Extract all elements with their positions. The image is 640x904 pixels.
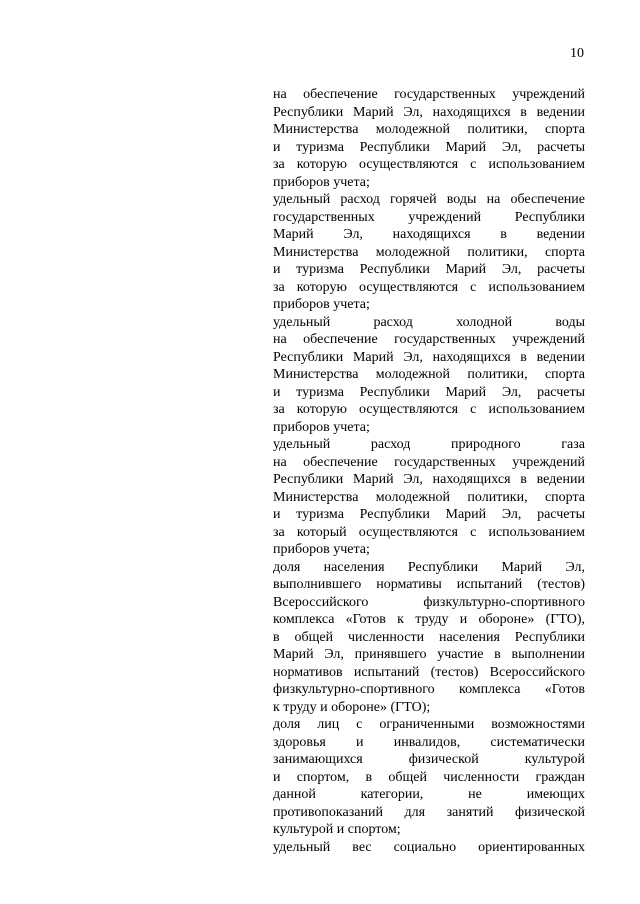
text-line: Марий Эл, находящихся в ведении — [273, 227, 585, 242]
text-line: Министерства молодежной политики, спорта — [273, 367, 585, 382]
text-line: приборов учета; — [273, 542, 370, 557]
text-line: Марий Эл, принявшего участие в выполнении — [273, 647, 585, 662]
text-line: Республики Марий Эл, находящихся в ведении — [273, 104, 585, 120]
text-line: выполнившего нормативы испытаний (тестов) — [273, 577, 585, 592]
text-line: здоровья и инвалидов, систематически — [273, 734, 585, 750]
text-line: нормативов испытаний (тестов) Всероссийского — [273, 664, 585, 680]
text-line: Республики Марий Эл, находящихся в ведении — [273, 472, 585, 487]
text-line: комплекса «Готов к труду и обороне» (ГТО), — [273, 612, 585, 627]
text-line: физкультурно-спортивного комплекса «Готов — [273, 682, 585, 697]
text-line: Министерства молодежной политики, спорта — [273, 244, 585, 260]
text-line: Республики Марий Эл, находящихся в ведении — [273, 349, 585, 365]
text-line: за которую осуществляются с использованием — [273, 157, 585, 172]
text-line: приборов учета; — [273, 297, 370, 312]
paragraph — [273, 716, 585, 839]
paragraph — [273, 839, 585, 857]
paragraph — [273, 436, 585, 559]
text-line: и туризма Республики Марий Эл, расчеты — [273, 384, 585, 400]
paragraph — [273, 191, 585, 314]
document-body — [273, 86, 585, 856]
text-line: доля лиц с ограниченными возможностями — [273, 717, 585, 732]
text-line: доля населения Республики Марий Эл, — [273, 559, 585, 575]
text-line: и туризма Республики Марий Эл, расчеты — [273, 139, 585, 155]
text-line: удельный вес социально ориентированных — [273, 839, 585, 855]
text-line: культурой и спортом; — [273, 822, 401, 837]
text-line: за который осуществляются с использованием — [273, 524, 585, 540]
text-line: в общей численности населения Республики — [273, 629, 585, 645]
paragraph — [273, 559, 585, 717]
text-line: удельный расход холодной воды — [273, 314, 585, 330]
text-line: и туризма Республики Марий Эл, расчеты — [273, 507, 585, 522]
text-line: за которую осуществляются с использованием — [273, 279, 585, 295]
text-line: за которую осуществляются с использованием — [273, 402, 585, 417]
text-line: противопоказаний для занятий физической — [273, 804, 585, 820]
paragraph — [273, 314, 585, 437]
text-line: и туризма Республики Марий Эл, расчеты — [273, 262, 585, 277]
text-line: Всероссийского физкультурно-спортивного — [273, 594, 585, 610]
text-line: и спортом, в общей численности граждан — [273, 769, 585, 785]
text-line: на обеспечение государственных учреждений — [273, 454, 585, 470]
text-line: Министерства молодежной политики, спорта — [273, 489, 585, 505]
text-line: данной категории, не имеющих — [273, 787, 585, 802]
text-line: удельный расход природного газа — [273, 437, 585, 452]
paragraph — [273, 86, 585, 191]
page-number: 10 — [570, 46, 584, 61]
text-line: на обеспечение государственных учреждений — [273, 87, 585, 102]
text-line: приборов учета; — [273, 419, 370, 435]
text-line: удельный расход горячей воды на обеспечение — [273, 192, 585, 207]
text-line: занимающихся физической культурой — [273, 752, 585, 767]
text-line: на обеспечение государственных учреждений — [273, 332, 585, 347]
text-line: к труду и обороне» (ГТО); — [273, 699, 431, 715]
text-line: Министерства молодежной политики, спорта — [273, 122, 585, 137]
text-line: государственных учреждений Республики — [273, 209, 585, 225]
text-line: приборов учета; — [273, 174, 370, 190]
